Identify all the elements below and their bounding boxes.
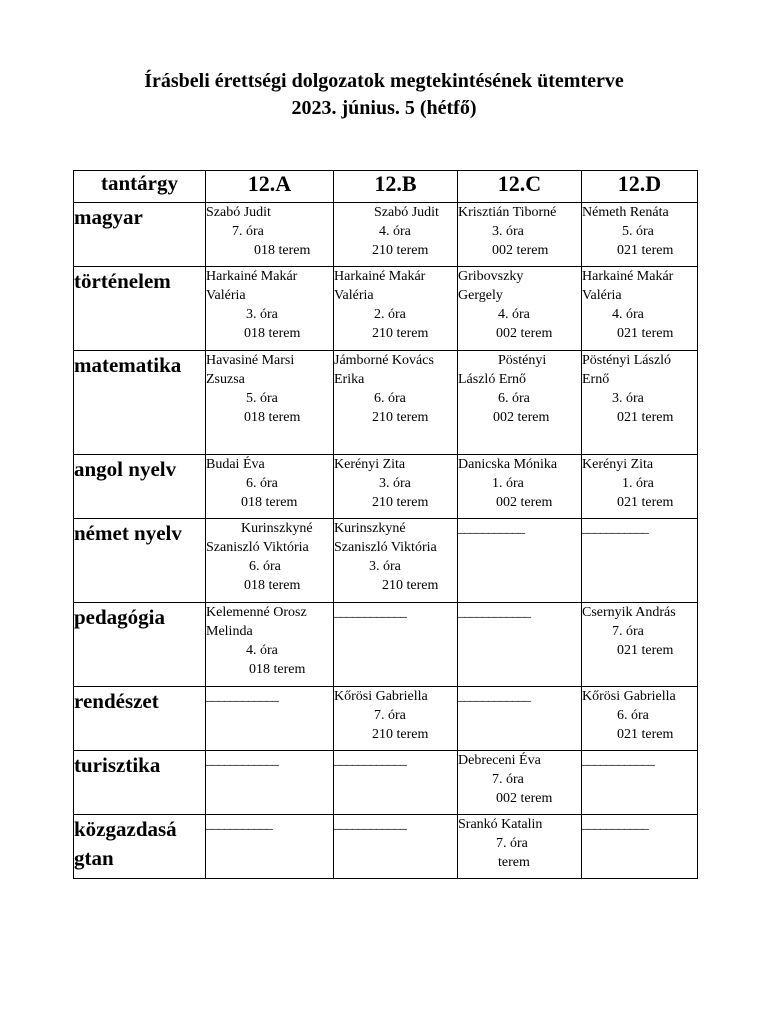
schedule-cell-12d [582, 267, 698, 351]
cell-text-line: Szaniszló Viktória [334, 540, 437, 555]
cell-text-line: 5. óra [622, 224, 654, 239]
subject-cell [74, 603, 206, 687]
document-date: 2023. június. 5 (hétfő) [291, 97, 477, 119]
cell-text-line: Srankó Katalin [458, 817, 543, 832]
cell-text-line: 3. óra [246, 307, 278, 322]
table-row [74, 267, 698, 351]
subject-cell [74, 267, 206, 351]
table-row [74, 519, 698, 603]
cell-text-line: Szaniszló Viktória [206, 540, 309, 555]
cell-text-line: Kerényi Zita [582, 457, 654, 472]
cell-text-line: 6. óra [246, 476, 278, 491]
subject-label: turisztika [74, 753, 161, 777]
cell-text-line: 210 terem [372, 727, 429, 742]
subject-label: matematika [74, 353, 182, 377]
cell-text-line: Kurinszkyné [241, 521, 313, 536]
subject-label: német nyelv [74, 521, 182, 545]
cell-text-line: Krisztián Tiborné [458, 205, 557, 220]
schedule-cell-12d [582, 203, 698, 267]
cell-text-line: 021 terem [617, 410, 674, 425]
header-class-12d: 12.D [582, 171, 698, 203]
schedule-cell-12c [458, 203, 582, 267]
subject-cell [74, 519, 206, 603]
cell-text-line: Kurinszkyné [334, 521, 406, 536]
cell-text-line: 002 terem [493, 410, 550, 425]
cell-text-line: 3. óra [612, 391, 644, 406]
table-body [74, 203, 698, 879]
cell-text-line: Debreceni Éva [458, 753, 541, 768]
cell-text-line: 002 terem [496, 791, 553, 806]
cell-text-line: 018 terem [244, 578, 301, 593]
cell-text-line: 018 terem [254, 243, 311, 258]
schedule-cell-12d [582, 687, 698, 751]
empty-placeholder-line: ____________ [582, 753, 654, 768]
schedule-cell-12c [458, 519, 582, 603]
cell-text-line: Szabó Judit [374, 205, 439, 220]
cell-text-line: 7. óra [492, 772, 524, 787]
header-class-12b: 12.B [334, 171, 458, 203]
cell-text-line: Harkainé Makár [206, 269, 298, 284]
empty-placeholder-line: ____________ [206, 689, 278, 704]
schedule-cell-12a [206, 351, 334, 455]
cell-text-line: 1. óra [622, 476, 654, 491]
cell-text-line: 002 terem [496, 326, 553, 341]
cell-text-line: 6. óra [498, 391, 530, 406]
schedule-cell-12c [458, 455, 582, 519]
schedule-cell-12a [206, 267, 334, 351]
empty-placeholder-line: ____________ [458, 605, 530, 620]
cell-text-line: 7. óra [496, 836, 528, 851]
subject-label-part: közgazdasá [74, 817, 177, 841]
cell-text-line: 6. óra [374, 391, 406, 406]
schedule-cell-12b [334, 751, 458, 815]
cell-text-line: 4. óra [612, 307, 644, 322]
subject-cell [74, 203, 206, 267]
cell-text-line: Harkainé Makár [334, 269, 426, 284]
cell-text-line: 7. óra [374, 708, 406, 723]
cell-text-line: Valéria [334, 288, 374, 303]
empty-placeholder-line: ___________ [582, 521, 648, 536]
cell-text-line: 210 terem [372, 410, 429, 425]
cell-text-line: 018 terem [244, 326, 301, 341]
empty-placeholder-line: ___________ [458, 521, 524, 536]
schedule-cell-12d [582, 455, 698, 519]
schedule-cell-12a [206, 603, 334, 687]
cell-text-line: Harkainé Makár [582, 269, 674, 284]
header-class-12c: 12.C [458, 171, 582, 203]
cell-text-line: 002 terem [492, 243, 549, 258]
cell-text-line: 3. óra [379, 476, 411, 491]
subject-cell [74, 687, 206, 751]
cell-text-line: 6. óra [617, 708, 649, 723]
cell-text-line: Valéria [582, 288, 622, 303]
cell-text-line: 018 terem [241, 495, 298, 510]
document-title: Írásbeli érettségi dolgozatok megtekintésének ütemterve [144, 70, 624, 92]
empty-placeholder-line: ___________ [582, 817, 648, 832]
schedule-cell-12a [206, 751, 334, 815]
table-row [74, 751, 698, 815]
schedule-cell-12d [582, 519, 698, 603]
schedule-cell-12b [334, 519, 458, 603]
subject-label-part: gtan [74, 846, 114, 870]
cell-text-line: 021 terem [617, 495, 674, 510]
cell-text-line: 210 terem [372, 326, 429, 341]
schedule-table [73, 170, 698, 879]
cell-text-line: 002 terem [496, 495, 553, 510]
table-row [74, 203, 698, 267]
cell-text-line: 3. óra [369, 559, 401, 574]
schedule-cell-12b [334, 351, 458, 455]
cell-text-line: Kőrösi Gabriella [582, 689, 676, 704]
cell-text-line: Kerényi Zita [334, 457, 406, 472]
cell-text-line: 5. óra [246, 391, 278, 406]
cell-text-line: 1. óra [492, 476, 524, 491]
cell-text-line: 021 terem [617, 727, 674, 742]
schedule-cell-12b [334, 687, 458, 751]
schedule-cell-12c [458, 267, 582, 351]
header-subject: tantárgy [74, 171, 206, 203]
schedule-cell-12a [206, 455, 334, 519]
header-class-12a: 12.A [206, 171, 334, 203]
schedule-cell-12c [458, 351, 582, 455]
schedule-cell-12d [582, 815, 698, 879]
table-row [74, 455, 698, 519]
cell-text-line: 7. óra [232, 224, 264, 239]
subject-cell [74, 351, 206, 455]
cell-text-line: Gribovszky [458, 269, 524, 284]
table-row [74, 687, 698, 751]
cell-text-line: 4. óra [498, 307, 530, 322]
cell-text-line: Danicska Mónika [458, 457, 558, 472]
cell-text-line: Pöstényi [498, 353, 547, 368]
subject-label: angol nyelv [74, 457, 177, 481]
table-row [74, 351, 698, 455]
subject-label: magyar [74, 205, 143, 229]
cell-text-line: Gergely [458, 288, 503, 303]
empty-placeholder-line: ____________ [334, 753, 406, 768]
schedule-cell-12b [334, 815, 458, 879]
schedule-cell-12b [334, 603, 458, 687]
subject-cell [74, 455, 206, 519]
cell-text-line: Melinda [206, 624, 253, 639]
cell-text-line: Kelemenné Orosz [206, 605, 307, 620]
cell-text-line: Havasiné Marsi [206, 353, 295, 368]
subject-label: rendészet [74, 689, 159, 713]
cell-text-line: László Ernő [458, 372, 527, 387]
schedule-cell-12c [458, 751, 582, 815]
cell-text-line: Budai Éva [206, 457, 265, 472]
cell-text-line: Jámborné Kovács [334, 353, 434, 368]
cell-text-line: 7. óra [612, 624, 644, 639]
cell-text-line: 021 terem [617, 243, 674, 258]
schedule-cell-12d [582, 351, 698, 455]
subject-label: történelem [74, 269, 171, 293]
cell-text-line: 018 terem [249, 662, 306, 677]
schedule-cell-12c [458, 687, 582, 751]
empty-placeholder-line: ___________ [206, 817, 272, 832]
cell-text-line: Csernyik András [582, 605, 676, 620]
subject-cell [74, 751, 206, 815]
cell-text-line: Kőrösi Gabriella [334, 689, 428, 704]
cell-text-line: 3. óra [492, 224, 524, 239]
cell-text-line: Valéria [206, 288, 246, 303]
schedule-cell-12a [206, 687, 334, 751]
cell-text-line: Németh Renáta [582, 205, 669, 220]
cell-text-line: terem [498, 855, 530, 870]
schedule-cell-12b [334, 267, 458, 351]
schedule-cell-12a [206, 519, 334, 603]
cell-text-line: 018 terem [244, 410, 301, 425]
cell-text-line: 210 terem [382, 578, 439, 593]
table-row [74, 815, 698, 879]
cell-text-line: Pöstényi László [582, 353, 672, 368]
cell-text-line: 4. óra [246, 643, 278, 658]
subject-label: pedagógia [74, 605, 166, 629]
schedule-cell-12a [206, 815, 334, 879]
schedule-cell-12b [334, 455, 458, 519]
cell-text-line: Szabó Judit [206, 205, 271, 220]
table-row [74, 603, 698, 687]
empty-placeholder-line: ____________ [334, 605, 406, 620]
cell-text-line: 021 terem [617, 643, 674, 658]
table-header-row [74, 171, 698, 203]
cell-text-line: 210 terem [372, 495, 429, 510]
cell-text-line: 4. óra [379, 224, 411, 239]
cell-text-line: 2. óra [374, 307, 406, 322]
subject-cell [74, 815, 206, 879]
cell-text-line: Erika [334, 372, 365, 387]
cell-text-line: Zsuzsa [206, 372, 245, 387]
cell-text-line: Ernő [582, 372, 610, 387]
cell-text-line: 021 terem [617, 326, 674, 341]
schedule-cell-12c [458, 603, 582, 687]
cell-text-line: 6. óra [249, 559, 281, 574]
cell-text-line: 210 terem [372, 243, 429, 258]
schedule-cell-12d [582, 751, 698, 815]
schedule-cell-12b [334, 203, 458, 267]
empty-placeholder-line: ____________ [334, 817, 406, 832]
schedule-cell-12c [458, 815, 582, 879]
empty-placeholder-line: ____________ [206, 753, 278, 768]
empty-placeholder-line: ____________ [458, 689, 530, 704]
schedule-cell-12a [206, 203, 334, 267]
schedule-cell-12d [582, 603, 698, 687]
